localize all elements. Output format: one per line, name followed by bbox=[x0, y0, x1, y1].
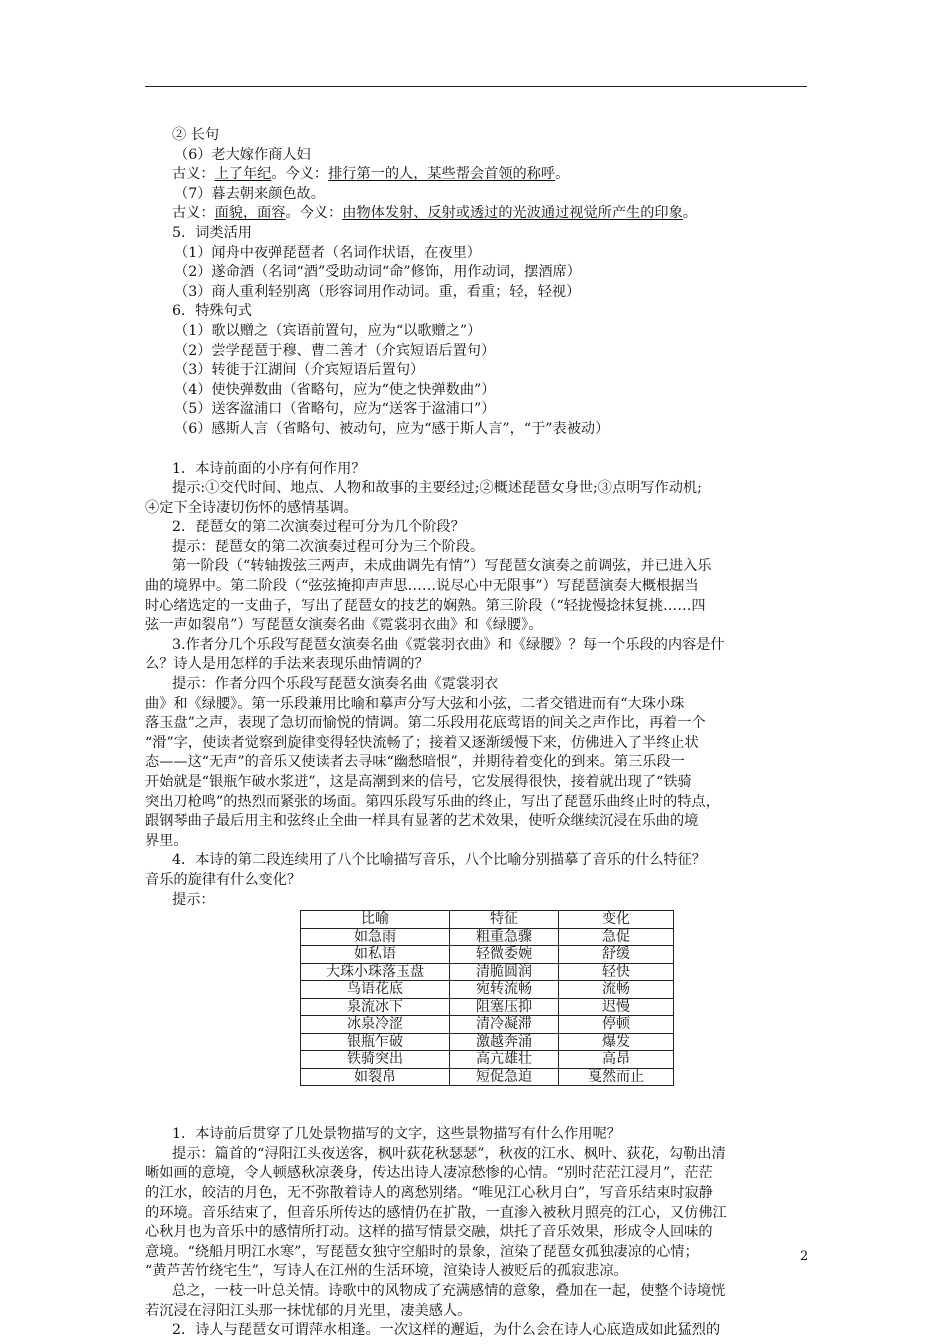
table-cell: 戛然而止 bbox=[559, 1068, 674, 1086]
answer-line: “黄芦苦竹绕宅生”，写诗人在江州的生活环境，渲染诗人被贬后的孤寂悲凉。 bbox=[145, 1263, 628, 1280]
table-row bbox=[301, 998, 674, 1016]
answer-line: 总之，一枝一叶总关情。诗歌中的风物成了充满感情的意象，叠加在一起，使整个诗境恍 bbox=[172, 1282, 726, 1299]
text-line: （4）使快弹数曲（省略句，应为“使之快弹数曲”） bbox=[174, 381, 496, 398]
table-cell: 泉流冰下 bbox=[301, 998, 450, 1016]
section-heading: 5．词类活用 bbox=[172, 224, 252, 241]
answer-line: 时心绪选定的一支曲子，写出了琵琶女的技艺的娴熟。第三阶段（“轻拢慢捻抹复挑……四 bbox=[145, 597, 706, 614]
label: 。今义： bbox=[285, 205, 343, 222]
text-line: （2）遂命酒（名词“酒”受助动词“命”修饰，用作动词，摆酒席） bbox=[174, 264, 581, 281]
answer-line: 的江水，皎洁的月色，无不弥散着诗人的离愁别绪。“唯见江心秋月白”，写音乐结束时寂静 bbox=[145, 1184, 713, 1201]
text-line: （6）感斯人言（省略句、被动句，应为“感于斯人言”，“于”表被动） bbox=[174, 420, 610, 437]
label: 。今义： bbox=[271, 166, 329, 183]
answer-line: 界里。 bbox=[145, 832, 188, 849]
answer-line: 弦一声如裂帛”）写琵琶女演奏名曲《霓裳羽衣曲》和《绿腰》。 bbox=[145, 617, 543, 634]
punct: 。 bbox=[555, 166, 570, 183]
answer-line: 的环境。音乐结束了，但音乐所传达的感情仍在扩散，一直渗入被秋月照亮的江心，又仿佛江 bbox=[145, 1204, 727, 1221]
answer-line: 心秋月也为音乐中的感情所打动。这样的描写情景交融，烘托了音乐效果，形成令人回味的 bbox=[145, 1224, 713, 1241]
table-cell: 粗重急骤 bbox=[450, 928, 559, 946]
table-cell: 冰泉冷涩 bbox=[301, 1016, 450, 1034]
metaphor-table bbox=[300, 910, 674, 1086]
question: 音乐的旋律有什么变化？ bbox=[145, 871, 302, 888]
table-row bbox=[301, 1068, 674, 1086]
table-cell: 鸟语花底 bbox=[301, 981, 450, 999]
document-body bbox=[145, 126, 808, 1341]
question: 1．本诗前后贯穿了几处景物描写的文字，这些景物描写有什么作用呢？ bbox=[172, 1126, 621, 1143]
table-cell: 大珠小珠落玉盘 bbox=[301, 963, 450, 981]
answer-line: 突出刀枪鸣”的热烈而紧张的场面。第四乐段写乐曲的终止，写出了琵琶乐曲终止时的特点， bbox=[145, 793, 720, 810]
underlined-term: 排行第一的人，某些帮会首领的称呼 bbox=[328, 166, 556, 183]
answer-line: 若沉浸在浔阳江头那一抹忧郁的月光里，凄美感人。 bbox=[145, 1302, 472, 1319]
table-cell: 宛转流畅 bbox=[450, 981, 559, 999]
table-cell: 如私语 bbox=[301, 946, 450, 964]
table-cell: 短促急迫 bbox=[450, 1068, 559, 1086]
qa-section-2 bbox=[145, 1125, 808, 1341]
table-cell: 清冷凝滞 bbox=[450, 1016, 559, 1034]
table-cell: 舒缓 bbox=[559, 946, 674, 964]
table-header-row bbox=[301, 911, 674, 929]
answer-line: 提示：作者分四个乐段写琵琶女演奏名曲《霓裳羽衣 bbox=[172, 676, 499, 693]
question: 2．诗人与琵琶女可谓萍水相逢。一次这样的邂逅，为什么会在诗人心底造成如此猛烈的 bbox=[172, 1322, 721, 1339]
answer-line: 提示：篇首的“浔阳江头夜送客，枫叶荻花秋瑟瑟”，秋夜的江水、枫叶、荻花，勾勒出清 bbox=[172, 1145, 726, 1162]
table-cell: 清脆圆润 bbox=[450, 963, 559, 981]
table-row bbox=[301, 1033, 674, 1051]
table-row bbox=[301, 928, 674, 946]
text-line: （1）闻舟中夜弹琵琶者（名词作状语，在夜里） bbox=[174, 244, 481, 261]
punct: 。 bbox=[682, 205, 698, 222]
header-rule bbox=[145, 86, 807, 87]
text-line: （3）转徙于江湖间（介宾短语后置句） bbox=[174, 362, 425, 379]
question: 4．本诗的第二段连续用了八个比喻描写音乐，八个比喻分别描摹了音乐的什么特征？ bbox=[172, 852, 706, 869]
question: 么？诗人是用怎样的手法来表现乐曲情调的？ bbox=[145, 656, 429, 673]
table-row bbox=[301, 1016, 674, 1034]
answer-line: 提示：琵琶女的第二次演奏过程可分为三个阶段。 bbox=[172, 538, 485, 555]
answer-line: ④定下全诗凄切伤怀的感情基调。 bbox=[145, 499, 358, 516]
table-cell: 铁骑突出 bbox=[301, 1051, 450, 1069]
page-number: 2 bbox=[800, 1249, 809, 1264]
table-cell: 迟慢 bbox=[559, 998, 674, 1016]
answer-line: “滑”字，使读者觉察到旋律变得轻快流畅了；接着又逐渐缓慢下来，仿佛进入了半终止状 bbox=[145, 734, 699, 751]
table-row bbox=[301, 946, 674, 964]
underlined-term: 由物体发射、反射或透过的光波通过视觉所产生的印象 bbox=[342, 205, 683, 222]
answer-line: 第一阶段（“转轴拨弦三两声，未成曲调先有情”）写琵琶女演奏之前调弦，并已进入乐 bbox=[172, 558, 712, 575]
text-line: （1）歌以赠之（宾语前置句，应为“以歌赠之”） bbox=[174, 322, 482, 339]
question: 2．琵琶女的第二次演奏过程可分为几个阶段？ bbox=[172, 519, 465, 536]
answer-line: 态——这“无声”的音乐又使读者去寻味“幽愁暗恨”，并期待着变化的到来。第三乐段一 bbox=[145, 754, 685, 771]
table-cell: 急促 bbox=[559, 928, 674, 946]
answer-line: 曲》和《绿腰》。第一乐段兼用比喻和摹声分写大弦和小弦，二者交错进而有“大珠小珠 bbox=[145, 695, 685, 712]
answer-line: 落玉盘”之声，表现了急切而愉悦的情调。第二乐段用花底莺语的间关之声作比，再着一个 bbox=[145, 715, 706, 732]
text-line: （5）送客湓浦口（省略句，应为“送客于湓浦口”） bbox=[174, 401, 496, 418]
text-line bbox=[172, 165, 808, 185]
table-cell: 轻微委婉 bbox=[450, 946, 559, 964]
answer-line: 意境。“绕船月明江水寒”，写琵琶女独守空船时的景象，渲染了琵琶女孤独凄凉的心情； bbox=[145, 1243, 699, 1260]
table-row bbox=[301, 981, 674, 999]
text-line: （6）老大嫁作商人妇 bbox=[174, 146, 311, 163]
table-row bbox=[301, 1051, 674, 1069]
table-row bbox=[301, 963, 674, 981]
answer-line: 跟钢琴曲子最后用主和弦终止全曲一样具有显著的艺术效果，使听众继续沉浸在乐曲的境 bbox=[145, 813, 699, 830]
table-cell: 爆发 bbox=[559, 1033, 674, 1051]
answer-line: 提示： bbox=[172, 891, 215, 908]
answer-line: 开始就是“银瓶乍破水浆迸”，这是高潮到来的信号，它发展得很快，接着就出现了“铁骑 bbox=[145, 774, 692, 790]
table-header: 特征 bbox=[450, 911, 559, 929]
text-line: ② 长句 bbox=[172, 127, 220, 143]
table-cell: 银瓶乍破 bbox=[301, 1033, 450, 1051]
table-cell: 停顿 bbox=[559, 1016, 674, 1034]
answer-line: 曲的境界中。第二阶段（“弦弦掩抑声声思……说尽心中无限事”）写琵琶演奏大概根据当 bbox=[145, 578, 699, 595]
table-header: 变化 bbox=[559, 911, 674, 929]
table-cell: 如裂帛 bbox=[301, 1068, 450, 1086]
table-cell: 激越奔涌 bbox=[450, 1033, 559, 1051]
section-heading: 6．特殊句式 bbox=[172, 303, 252, 320]
answer-line: 提示:①交代时间、地点、人物和故事的主要经过;②概述琵琶女身世;③点明写作动机; bbox=[172, 480, 702, 497]
table-cell: 高昂 bbox=[559, 1051, 674, 1069]
text-line bbox=[172, 204, 808, 224]
text-line: （2）尝学琵琶于穆、曹二善才（介宾短语后置句） bbox=[174, 342, 496, 359]
table-cell: 高亢雄壮 bbox=[450, 1051, 559, 1069]
underlined-term: 上了年纪 bbox=[214, 166, 272, 183]
table-cell: 流畅 bbox=[559, 981, 674, 999]
question: 1．本诗前面的小序有何作用？ bbox=[172, 460, 366, 477]
text-line: （7）暮去朝来颜色故。 bbox=[174, 185, 325, 202]
table-cell: 轻快 bbox=[559, 963, 674, 981]
label: 古义： bbox=[172, 166, 215, 183]
text-line: （3）商人重利轻别离（形容词用作动词。重，看重；轻，轻视） bbox=[174, 283, 581, 300]
table-header: 比喻 bbox=[301, 911, 450, 929]
underlined-term: 面貌，面容 bbox=[214, 205, 286, 222]
label: 古义： bbox=[172, 205, 215, 222]
table-cell: 如急雨 bbox=[301, 928, 450, 946]
question: 3.作者分几个乐段写琵琶女演奏名曲《霓裳羽衣曲》和《绿腰》？每一个乐段的内容是什 bbox=[172, 636, 725, 653]
qa-section bbox=[145, 460, 808, 911]
table-cell: 阻塞压抑 bbox=[450, 998, 559, 1016]
answer-line: 晰如画的意境，令人顿感秋凉袭身，传达出诗人凄凉愁惨的心情。“别时茫茫江浸月”，茫茫 bbox=[145, 1165, 713, 1182]
